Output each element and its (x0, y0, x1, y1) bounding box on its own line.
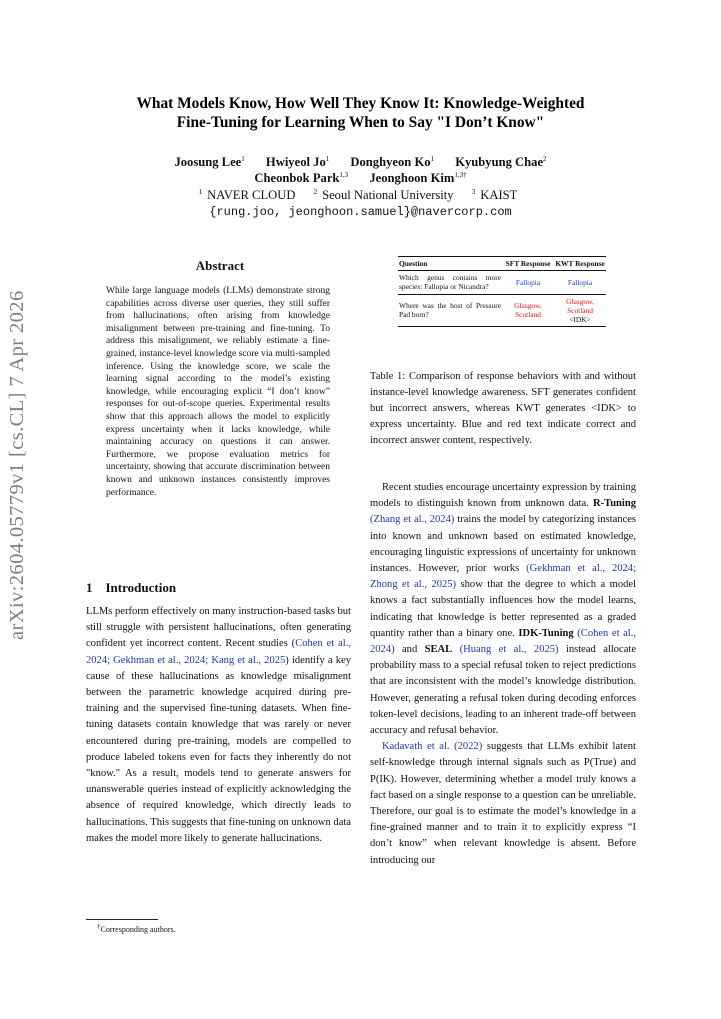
citation-link[interactable]: (Cohen et al., 2024) (370, 627, 636, 656)
affiliation: $^3$ KAIST (471, 187, 518, 202)
table-header-row (398, 257, 606, 271)
footnote: †Corresponding authors. (97, 922, 176, 934)
kwt-response-cell: Glasgow, Scotland <IDK> (554, 294, 606, 327)
title-line-1: What Models Know, How Well They Know It: Knowledge-Weighted (136, 95, 585, 112)
abstract-body (106, 285, 330, 499)
body-paragraph: Kadavath et al. (2022) suggests that LLMs exhibit latent self-knowledge through internal signals such as P(True) and P(IK). However, determining whether a model truly knows a fact based on a single response to a question can be unreliable. Therefore, our goal is to estimate the model’s knowledge in a fine-grained manner and to train it to explicitly express “I don’t know” when relevant knowledge is absent. Before introducing our (370, 741, 636, 866)
author: Joosung Lee$^1$ (174, 154, 245, 169)
author: Kyubyung Chae$^2$ (455, 154, 547, 169)
citation-link[interactable]: Kadavath et al. (2022) (382, 741, 483, 753)
citation-link[interactable]: (Huang et al., 2025) (459, 644, 559, 656)
author: Jeonghoon Kim$^{1,3\dagger}$ (369, 170, 467, 185)
column-header: SFT Response (502, 257, 554, 271)
question-cell: Where was the host of Pressure Pad born? (398, 294, 502, 327)
column-header: KWT Response (554, 257, 606, 271)
comparison-table (398, 256, 606, 327)
table-caption: Table 1: Comparison of response behaviors with and without instance-level knowledge awareness. SFT generates confident but incorrect answers, whereas KWT generates <IDK> to express uncertainty. Blue and red text indicate correct and incorrect answer content, respectively. (370, 371, 636, 446)
sft-response-cell: Fallopia (502, 271, 554, 294)
citation-link[interactable]: Cohen et al., 2024; Gekhman et al., 2024; Kang et al., 2025 (86, 638, 351, 666)
affiliations (0, 187, 721, 203)
right-column (370, 480, 636, 869)
intro-paragraph: LLMs perform effectively on many instruction-based tasks but still struggle with persistent hallucinations, often generating confident yet incorrect content. Recent studies (Cohen et al., 2024; Gekhman et al., 2024; Kang et al., 2025) identify a key cause of these hallucinations as knowledge misalignment between the parametric knowledge acquired during pre-training and the supervised fine-tuning datasets. When fine-tuning datasets contain knowledge that was rarely or never encountered during pre-training, models are compelled to produce labeled tokens even for facts they inherently do not "know." As a result, models tend to generate answers for unanswerable queries instead of explicitly acknowledging the absence of required knowledge, which directly leads to hallucinations. This suggests that fine-tuning on unknown data makes the model more likely to generate hallucinations. (86, 606, 351, 844)
column-header: Question (398, 257, 502, 271)
abstract-heading: Abstract (195, 258, 245, 273)
intro-column (86, 604, 351, 847)
author: Hwiyeol Jo$^1$ (265, 154, 330, 169)
citation-link[interactable]: (Gekhman et al., 2024; Zhong et al., 2025) (370, 563, 636, 591)
table-row (398, 271, 606, 294)
section-heading: 1 Introduction (86, 580, 177, 595)
arxiv-identifier: arXiv:2604.05779v1 [cs.CL] 7 Apr 2026 (6, 290, 28, 640)
affiliation: $^2$ Seoul National University (313, 187, 454, 202)
abstract-text: While large language models (LLMs) demonstrate strong capabilities across diverse user queries, they still suffer from hallucinations, often arising from knowledge misalignment between pre-training and fine-tuning. To address this misalignment, we reliably estimate a fine-grained, instance-level knowledge score via multi-sampled inference. Using the knowledge score, we scale the learning signal according to the model’s existing knowledge, while encouraging explicit “I don’t know” responses for out-of-scope queries. Experimental results show that this approach allows the model to explicitly express uncertainty when it lacks knowledge, while maintaining accuracy on questions it can answer. Furthermore, we propose evaluation metrics for uncertainty, showing that accurate discrimination between known and unknown instances consistently improves performance. (106, 286, 330, 498)
question-cell: Which genus contains more species: Fallopia or Nicandra? (398, 271, 502, 294)
author: Cheonbok Park$^{1,3}$ (254, 170, 349, 185)
citation-link[interactable]: (Zhang et al., 2024) (370, 514, 455, 526)
paper-title (0, 94, 721, 132)
title-line-2: Fine-Tuning for Learning When to Say "I Don’t Know" (176, 114, 545, 131)
body-paragraph: Recent studies encourage uncertainty expression by training models to distinguish known from unknown data. R-Tuning (Zhang et al., 2024) trains the model by categorizing instances into known and unknown based on estimated knowledge, encouraging linguistic expressions of uncertainty for unknown instances. However, prior works (Gekhman et al., 2024; Zhong et al., 2025) show that the degree to which a model knows a fact substantially influences how the model learns, indicating that knowledge is better represented as a graded quantity rather than a binary one. IDK-Tuning (Cohen et al., 2024) and SEAL (Huang et al., 2025) instead allocate probability mass to a special refusal token to reject predictions that are inconsistent with the model’s knowledge distribution. However, generating a refusal token during decoding enforces token-level decisions, leading to an inherent trade-off between accuracy and refusal behavior. (370, 482, 637, 737)
author: Donghyeon Ko$^1$ (350, 154, 435, 169)
table-row (398, 294, 606, 327)
footnote-divider (86, 919, 158, 920)
author-email: {rung.joo, jeonghoon.samuel}@navercorp.com (209, 205, 512, 219)
kwt-response-cell: Fallopia (554, 271, 606, 294)
affiliation: $^1$ NAVER CLOUD (198, 187, 296, 202)
sft-response-cell: Glasgow, Scotland (502, 294, 554, 327)
author-list (0, 154, 721, 186)
